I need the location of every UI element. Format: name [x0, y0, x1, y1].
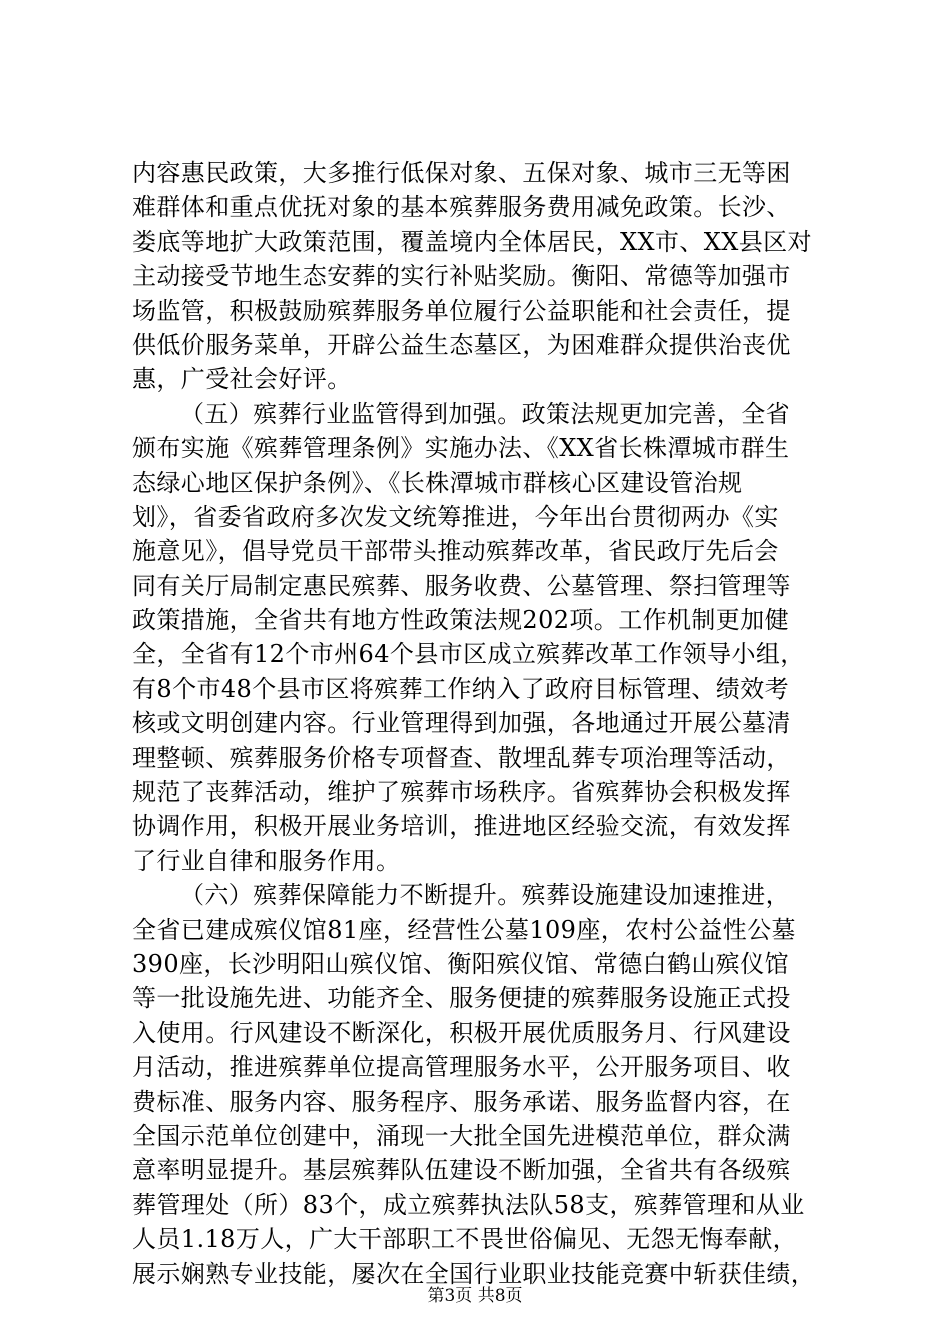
- text-line: 等一批设施先进、功能齐全、服务便捷的殡葬服务设施正式投: [132, 984, 791, 1013]
- text-line: 入使用。行风建设不断深化，积极开展优质服务月、行风建设: [132, 1018, 791, 1047]
- text-line: 政策措施，全省共有地方性政策法规202项。工作机制更加健: [132, 606, 790, 635]
- text-line: 理整顿、殡葬服务价格专项督查、散埋乱葬专项治理等活动，: [132, 743, 791, 772]
- page-footer: 第3页 共8页: [427, 1286, 523, 1306]
- text-line: 月活动，推进殡葬单位提高管理服务水平，公开服务项目、收: [132, 1053, 791, 1082]
- text-line: 难群体和重点优抚对象的基本殡葬服务费用减免政策。长沙、: [132, 193, 791, 222]
- text-line: 葬管理处（所）83个，成立殡葬执法队58支，殡葬管理和从业: [132, 1190, 805, 1219]
- text-line: 核或文明创建内容。行业管理得到加强，各地通过开展公墓清: [132, 709, 791, 738]
- text-line: 人员1.18万人，广大干部职工不畏世俗偏见、无怨无悔奉献，: [132, 1225, 798, 1254]
- text-line: 有8个市48个县市区将殡葬工作纳入了政府目标管理、绩效考: [132, 674, 790, 703]
- paragraph-start-line: （五）殡葬行业监管得到加强。政策法规更加完善，全省: [180, 399, 790, 428]
- text-line: 主动接受节地生态安葬的实行补贴奖励。衡阳、常德等加强市: [132, 262, 791, 291]
- text-line: 内容惠民政策，大多推行低保对象、五保对象、城市三无等困: [132, 159, 791, 187]
- text-line: 展示娴熟专业技能，屡次在全国行业职业技能竞赛中斩获佳绩，: [132, 1259, 816, 1288]
- paragraph-start-line: （六）殡葬保障能力不断提升。殡葬设施建设加速推进，: [180, 881, 790, 910]
- text-line: 供低价服务菜单，开辟公益生态墓区，为困难群众提供治丧优: [132, 330, 791, 359]
- text-line: 划》，省委省政府多次发文统筹推进，今年出台贯彻两办《实: [132, 502, 779, 531]
- text-line: 意率明显提升。基层殡葬队伍建设不断加强，全省共有各级殡: [132, 1156, 791, 1185]
- text-line: 场监管，积极鼓励殡葬服务单位履行公益职能和社会责任，提: [132, 296, 791, 325]
- text-line: 惠，广受社会好评。: [132, 365, 352, 394]
- text-line: 全，全省有12个市州64个县市区成立殡葬改革工作领导小组，: [132, 640, 805, 669]
- text-line: 390座，长沙明阳山殡仪馆、衡阳殡仪馆、常德白鹤山殡仪馆: [132, 949, 790, 978]
- text-line: 了行业自律和服务作用。: [132, 846, 401, 875]
- text-line: 协调作用，积极开展业务培训，推进地区经验交流，有效发挥: [132, 812, 791, 841]
- text-line: 同有关厅局制定惠民殡葬、服务收费、公墓管理、祭扫管理等: [132, 571, 791, 600]
- text-line: 施意见》，倡导党员干部带头推动殡葬改革，省民政厅先后会: [132, 537, 779, 566]
- body-text: [132, 156, 832, 1291]
- text-line: 颁布实施《殡葬管理条例》实施办法、《XX省长株潭城市群生: [132, 434, 790, 463]
- text-line: 全国示范单位创建中，涌现一大批全国先进模范单位，群众满: [132, 1121, 791, 1150]
- text-line: 娄底等地扩大政策范围，覆盖境内全体居民，XX市、XX县区对: [132, 227, 812, 256]
- text-line: 费标准、服务内容、服务程序、服务承诺、服务监督内容，在: [132, 1087, 791, 1116]
- text-line: 规范了丧葬活动，维护了殡葬市场秩序。省殡葬协会积极发挥: [132, 778, 791, 807]
- text-line: 全省已建成殡仪馆81座，经营性公墓109座，农村公益性公墓: [132, 915, 796, 944]
- text-line: 态绿心地区保护条例》、《长株潭城市群核心区建设管治规: [132, 468, 743, 497]
